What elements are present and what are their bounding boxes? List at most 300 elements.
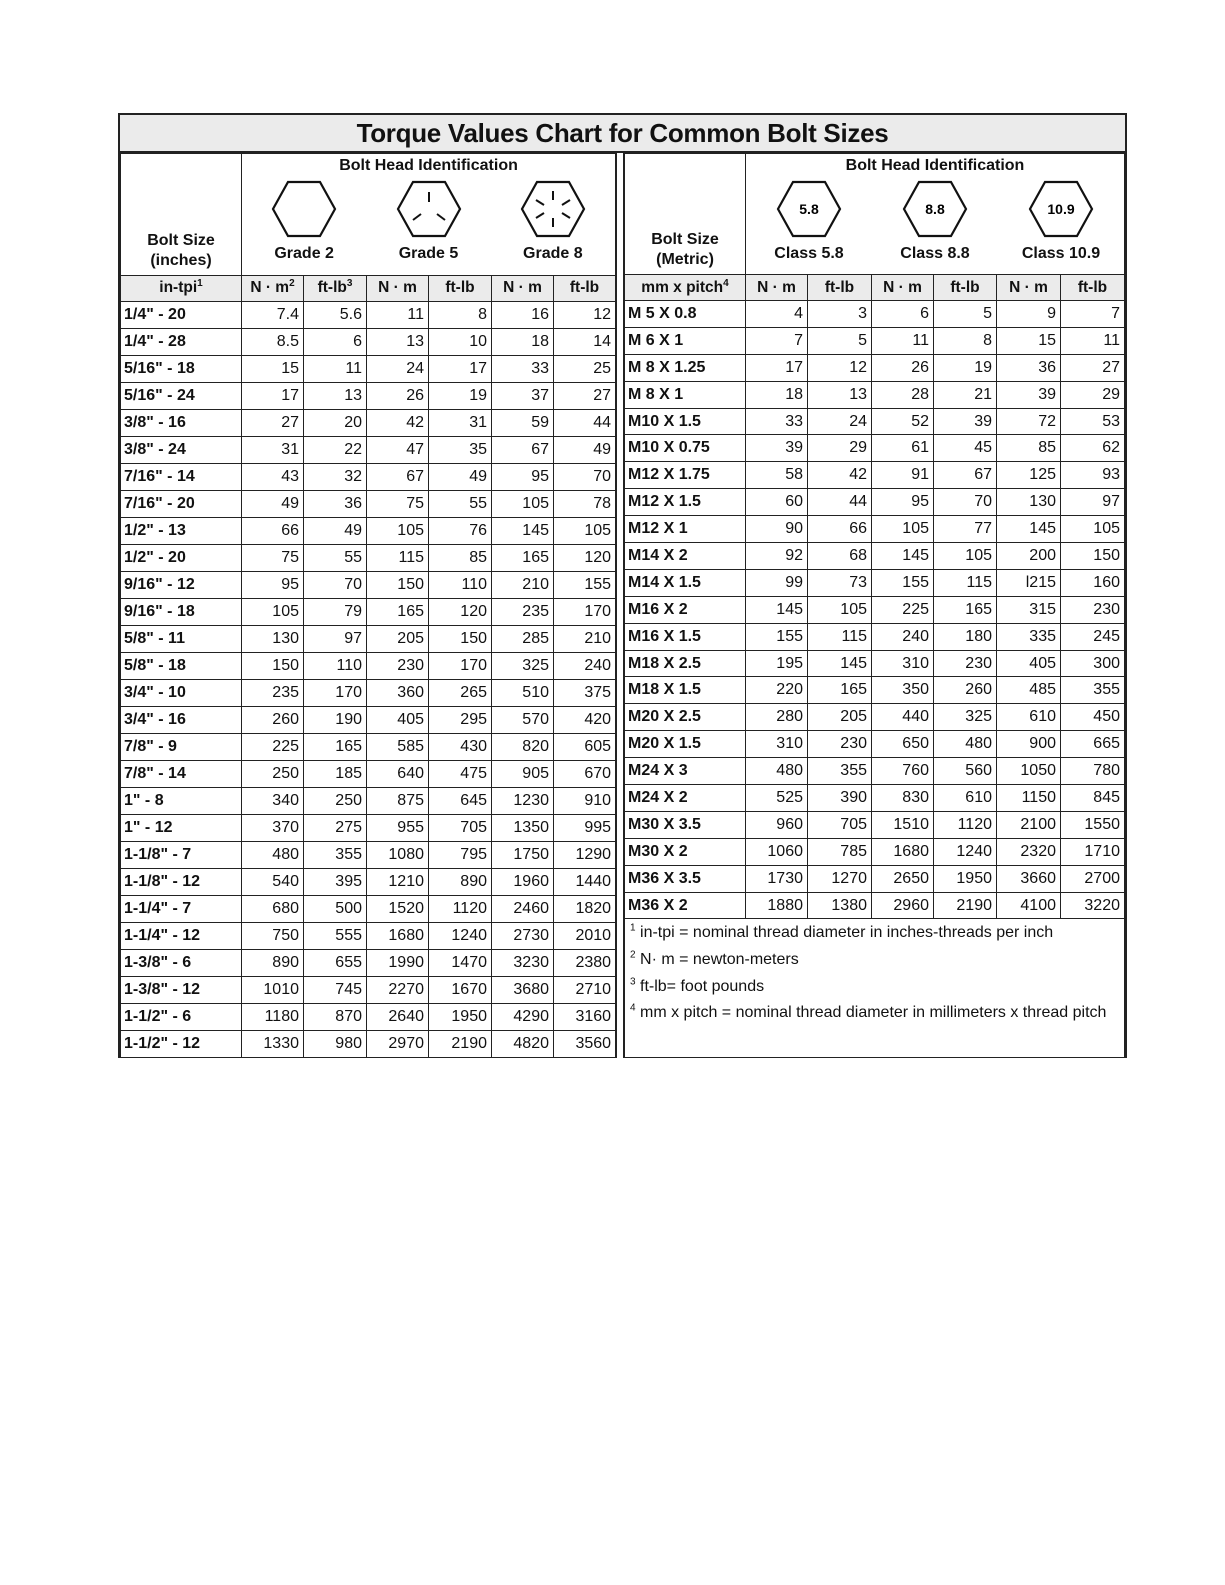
metric-value-cell: 145	[997, 516, 1061, 543]
inch-value-cell: 165	[492, 544, 554, 571]
inch-value-cell: 225	[242, 733, 304, 760]
inch-row	[121, 761, 616, 788]
footnote-4: $^4$ mm x pitch = nominal thread diameter in millimeters x thread pitch	[630, 1002, 1107, 1022]
metric-value-cell: 705	[808, 811, 872, 838]
inch-units-row	[121, 275, 616, 301]
metric-value-cell: 53	[1061, 408, 1125, 435]
inch-value-cell: 265	[429, 679, 492, 706]
inch-value-cell: 640	[367, 761, 429, 788]
metric-bolt-size-cell: M 8 X 1	[625, 381, 746, 408]
inch-value-cell: 43	[242, 463, 304, 490]
inch-value-cell: 1120	[429, 896, 492, 923]
torque-chart	[118, 113, 1127, 1058]
inch-value-cell: 1440	[554, 869, 616, 896]
inch-row	[121, 869, 616, 896]
metric-row	[625, 650, 1125, 677]
inch-value-cell: 10	[429, 328, 492, 355]
inch-bolt-size-cell: 1-3/8" - 12	[121, 977, 242, 1004]
metric-value-cell: 1120	[934, 811, 997, 838]
inch-value-cell: 475	[429, 761, 492, 788]
inch-value-cell: 15	[242, 355, 304, 382]
inch-row	[121, 544, 616, 571]
inch-value-cell: 49	[554, 436, 616, 463]
metric-value-cell: 450	[1061, 704, 1125, 731]
grade-2-hex-icon	[271, 180, 337, 238]
footnote-2: $^2$ N· m = newton-meters	[630, 949, 799, 969]
metric-value-cell: 405	[997, 650, 1061, 677]
metric-value-cell: 61	[872, 435, 934, 462]
metric-bolt-size-cell: M18 X 2.5	[625, 650, 746, 677]
metric-row	[625, 704, 1125, 731]
inch-value-cell: 150	[429, 625, 492, 652]
inch-row	[121, 706, 616, 733]
inch-table	[120, 153, 616, 1058]
inch-value-cell: 210	[554, 625, 616, 652]
metric-row	[625, 408, 1125, 435]
metric-value-cell: 105	[872, 516, 934, 543]
inch-value-cell: 165	[367, 598, 429, 625]
metric-value-cell: 165	[808, 677, 872, 704]
metric-value-cell: 36	[997, 354, 1061, 381]
inch-value-cell: 570	[492, 706, 554, 733]
inch-value-cell: 875	[367, 788, 429, 815]
inch-value-cell: 8	[429, 301, 492, 328]
inch-value-cell: 295	[429, 706, 492, 733]
inch-value-cell: 67	[367, 463, 429, 490]
inch-value-cell: 85	[429, 544, 492, 571]
metric-value-cell: 27	[1061, 354, 1125, 381]
inch-row	[121, 842, 616, 869]
metric-value-cell: 900	[997, 731, 1061, 758]
inch-bolt-size-cell: 1/4" - 20	[121, 301, 242, 328]
inch-row	[121, 571, 616, 598]
metric-bolt-size-cell: M20 X 2.5	[625, 704, 746, 731]
metric-value-cell: 105	[808, 596, 872, 623]
metric-value-cell: 5	[934, 301, 997, 328]
inch-value-cell: 2460	[492, 896, 554, 923]
inch-value-cell: 360	[367, 679, 429, 706]
inch-bolt-size-cell: 1/4" - 28	[121, 328, 242, 355]
metric-bolt-size-header	[625, 154, 746, 275]
metric-value-cell: 39	[997, 381, 1061, 408]
inch-value-cell: 190	[304, 706, 367, 733]
inch-value-cell: 890	[242, 950, 304, 977]
inch-value-cell: 26	[367, 382, 429, 409]
metric-bolt-size-cell: M10 X 1.5	[625, 408, 746, 435]
metric-value-cell: 760	[872, 758, 934, 785]
class-8-8-nm-header: N · m	[872, 275, 934, 301]
metric-value-cell: 58	[746, 462, 808, 489]
metric-value-cell: 11	[872, 327, 934, 354]
inch-value-cell: 500	[304, 896, 367, 923]
grade-8-ftlb-header: ft-lb	[554, 275, 616, 301]
inch-value-cell: 555	[304, 923, 367, 950]
grade-5-nm-header: N · m	[367, 275, 429, 301]
metric-row	[625, 811, 1125, 838]
class-5-8	[747, 180, 872, 262]
metric-bolt-size-cell: M30 X 3.5	[625, 811, 746, 838]
inch-row	[121, 625, 616, 652]
inch-value-cell: 2710	[554, 977, 616, 1004]
inch-value-cell: 75	[367, 490, 429, 517]
metric-value-cell: 44	[808, 489, 872, 516]
inch-value-cell: 1330	[242, 1031, 304, 1058]
inch-bolt-size-cell: 9/16" - 18	[121, 598, 242, 625]
inch-value-cell: 11	[367, 301, 429, 328]
inch-value-cell: 405	[367, 706, 429, 733]
inch-value-cell: 20	[304, 409, 367, 436]
bolt-size-unit: (inches)	[150, 251, 212, 269]
class-8-8-mark: 8.8	[925, 201, 945, 217]
class-10-9-hex-icon	[1028, 180, 1094, 238]
metric-bolt-size-cell: M16 X 2	[625, 596, 746, 623]
metric-value-cell: 160	[1061, 569, 1125, 596]
metric-value-cell: 4	[746, 301, 808, 328]
inch-bolt-size-cell: 5/8" - 18	[121, 652, 242, 679]
inch-row	[121, 896, 616, 923]
metric-value-cell: 99	[746, 569, 808, 596]
inch-value-cell: 97	[304, 625, 367, 652]
metric-value-cell: 3	[808, 301, 872, 328]
chart-title: Torque Values Chart for Common Bolt Sizes	[118, 113, 1127, 153]
metric-value-cell: 2190	[934, 892, 997, 919]
inch-value-cell: 1350	[492, 815, 554, 842]
metric-value-cell: 77	[934, 516, 997, 543]
grade-5-label: Grade 5	[398, 245, 459, 262]
metric-value-cell: 21	[934, 381, 997, 408]
inch-row	[121, 1004, 616, 1031]
inch-value-cell: 13	[367, 328, 429, 355]
inch-value-cell: 76	[429, 517, 492, 544]
table-separator	[616, 153, 624, 1058]
metric-value-cell: 8	[934, 327, 997, 354]
inch-value-cell: 260	[242, 706, 304, 733]
inch-row	[121, 679, 616, 706]
in-tpi-header: in-tpi$^1$	[121, 275, 242, 301]
inch-value-cell: 59	[492, 409, 554, 436]
inch-value-cell: 1950	[429, 1004, 492, 1031]
metric-value-cell: 29	[1061, 381, 1125, 408]
metric-value-cell: 145	[808, 650, 872, 677]
inch-value-cell: 11	[304, 355, 367, 382]
metric-bolt-size-cell: M18 X 1.5	[625, 677, 746, 704]
inch-value-cell: 42	[367, 409, 429, 436]
metric-bolt-size-label: Bolt Size	[651, 231, 719, 248]
inch-value-cell: 510	[492, 679, 554, 706]
inch-value-cell: 210	[492, 571, 554, 598]
inch-row	[121, 409, 616, 436]
metric-value-cell: 93	[1061, 462, 1125, 489]
inch-value-cell: 12	[554, 301, 616, 328]
inch-bolt-size-cell: 7/8" - 14	[121, 761, 242, 788]
inch-value-cell: 1680	[367, 923, 429, 950]
metric-bolt-size-cell: M 6 X 1	[625, 327, 746, 354]
inch-value-cell: 18	[492, 328, 554, 355]
metric-value-cell: 785	[808, 838, 872, 865]
metric-row	[625, 462, 1125, 489]
footnotes	[625, 919, 1125, 1058]
metric-value-cell: 68	[808, 543, 872, 570]
metric-value-cell: 1240	[934, 838, 997, 865]
metric-value-cell: 355	[808, 758, 872, 785]
metric-bolt-size-cell: M12 X 1	[625, 516, 746, 543]
inch-value-cell: 905	[492, 761, 554, 788]
metric-value-cell: 155	[746, 623, 808, 650]
inch-bolt-size-cell: 3/4" - 10	[121, 679, 242, 706]
inch-value-cell: 3560	[554, 1031, 616, 1058]
class-10-9-ftlb-header: ft-lb	[1061, 275, 1125, 301]
inch-value-cell: 44	[554, 409, 616, 436]
metric-row	[625, 677, 1125, 704]
metric-value-cell: 115	[934, 569, 997, 596]
inch-value-cell: 585	[367, 733, 429, 760]
footnote-3: $^3$ ft-lb= foot pounds	[630, 976, 765, 995]
metric-value-cell: 165	[934, 596, 997, 623]
inch-value-cell: 2380	[554, 950, 616, 977]
metric-value-cell: 2100	[997, 811, 1061, 838]
metric-bolt-size-cell: M12 X 1.5	[625, 489, 746, 516]
class-5-8-nm-header: N · m	[746, 275, 808, 301]
inch-value-cell: 1210	[367, 869, 429, 896]
metric-value-cell: 960	[746, 811, 808, 838]
metric-value-cell: l215	[997, 569, 1061, 596]
class-5-8-hex-icon	[776, 180, 842, 238]
inch-row	[121, 652, 616, 679]
metric-value-cell: 145	[872, 543, 934, 570]
class-5-8-ftlb-header: ft-lb	[808, 275, 872, 301]
metric-value-cell: 230	[1061, 596, 1125, 623]
metric-value-cell: 480	[746, 758, 808, 785]
inch-row	[121, 815, 616, 842]
metric-bolt-size-cell: M24 X 3	[625, 758, 746, 785]
inch-bolt-size-cell: 1-3/8" - 6	[121, 950, 242, 977]
inch-value-cell: 370	[242, 815, 304, 842]
inch-bolt-size-cell: 1-1/4" - 7	[121, 896, 242, 923]
metric-value-cell: 220	[746, 677, 808, 704]
inch-value-cell: 1990	[367, 950, 429, 977]
metric-value-cell: 1510	[872, 811, 934, 838]
metric-value-cell: 60	[746, 489, 808, 516]
inch-value-cell: 955	[367, 815, 429, 842]
metric-value-cell: 9	[997, 301, 1061, 328]
metric-value-cell: 18	[746, 381, 808, 408]
inch-value-cell: 27	[242, 409, 304, 436]
metric-row	[625, 301, 1125, 328]
inch-value-cell: 480	[242, 842, 304, 869]
metric-row	[625, 892, 1125, 919]
inch-row	[121, 328, 616, 355]
inch-value-cell: 25	[554, 355, 616, 382]
footnote-1: $^1$ in-tpi = nominal thread diameter in inches-threads per inch	[630, 923, 1054, 942]
inch-bolt-size-cell: 5/8" - 11	[121, 625, 242, 652]
metric-value-cell: 1710	[1061, 838, 1125, 865]
metric-row	[625, 623, 1125, 650]
grade-2-ftlb-header: $ft-lb^3$	[304, 275, 367, 301]
metric-value-cell: 3660	[997, 865, 1061, 892]
metric-value-cell: 130	[997, 489, 1061, 516]
inch-value-cell: 670	[554, 761, 616, 788]
inch-value-cell: 2640	[367, 1004, 429, 1031]
inch-value-cell: 750	[242, 923, 304, 950]
metric-value-cell: 29	[808, 435, 872, 462]
metric-value-cell: 1550	[1061, 811, 1125, 838]
inch-value-cell: 745	[304, 977, 367, 1004]
metric-value-cell: 560	[934, 758, 997, 785]
inch-value-cell: 32	[304, 463, 367, 490]
inch-value-cell: 145	[492, 517, 554, 544]
inch-row	[121, 950, 616, 977]
metric-value-cell: 245	[1061, 623, 1125, 650]
inch-value-cell: 170	[429, 652, 492, 679]
inch-value-cell: 540	[242, 869, 304, 896]
metric-value-cell: 39	[934, 408, 997, 435]
inch-value-cell: 105	[242, 598, 304, 625]
metric-value-cell: 26	[872, 354, 934, 381]
metric-value-cell: 845	[1061, 785, 1125, 812]
metric-bolt-size-cell: M 8 X 1.25	[625, 354, 746, 381]
inch-value-cell: 240	[554, 652, 616, 679]
inch-value-cell: 230	[367, 652, 429, 679]
metric-value-cell: 280	[746, 704, 808, 731]
inch-value-cell: 3160	[554, 1004, 616, 1031]
metric-value-cell: 105	[1061, 516, 1125, 543]
mm-pitch-header: mm x pitch$^4$	[625, 275, 746, 301]
inch-value-cell: 6	[304, 328, 367, 355]
inch-value-cell: 36	[304, 490, 367, 517]
inch-value-cell: 705	[429, 815, 492, 842]
inch-bolt-size-cell: 1/2" - 20	[121, 544, 242, 571]
inch-bolt-size-cell: 1-1/2" - 12	[121, 1031, 242, 1058]
metric-value-cell: 155	[872, 569, 934, 596]
metric-value-cell: 7	[746, 327, 808, 354]
grade-8-label: Grade 8	[523, 245, 583, 262]
grade-5-ftlb-header: ft-lb	[429, 275, 492, 301]
inch-bolt-size-cell: 1/2" - 13	[121, 517, 242, 544]
inch-value-cell: 155	[554, 571, 616, 598]
metric-row	[625, 327, 1125, 354]
inch-value-cell: 2010	[554, 923, 616, 950]
class-5-8-label: Class 5.8	[774, 245, 844, 262]
inch-value-cell: 1080	[367, 842, 429, 869]
inch-value-cell: 110	[304, 652, 367, 679]
metric-bolt-size-cell: M36 X 2	[625, 892, 746, 919]
metric-row	[625, 354, 1125, 381]
inch-bolt-size-cell: 7/16" - 14	[121, 463, 242, 490]
inch-value-cell: 235	[492, 598, 554, 625]
inch-bolt-size-cell: 7/16" - 20	[121, 490, 242, 517]
inch-value-cell: 605	[554, 733, 616, 760]
inch-value-cell: 1750	[492, 842, 554, 869]
inch-bolt-size-cell: 3/4" - 16	[121, 706, 242, 733]
inch-value-cell: 95	[492, 463, 554, 490]
metric-value-cell: 1060	[746, 838, 808, 865]
metric-bolt-size-cell: M 5 X 0.8	[625, 301, 746, 328]
metric-value-cell: 11	[1061, 327, 1125, 354]
metric-value-cell: 310	[746, 731, 808, 758]
class-10-9	[999, 180, 1124, 262]
metric-value-cell: 39	[746, 435, 808, 462]
inch-value-cell: 4820	[492, 1031, 554, 1058]
metric-bolt-size-unit: (Metric)	[656, 251, 714, 268]
inch-row	[121, 598, 616, 625]
inch-value-cell: 24	[367, 355, 429, 382]
inch-value-cell: 395	[304, 869, 367, 896]
metric-value-cell: 650	[872, 731, 934, 758]
inch-value-cell: 105	[492, 490, 554, 517]
inch-value-cell: 49	[304, 517, 367, 544]
inch-value-cell: 22	[304, 436, 367, 463]
metric-bolt-size-cell: M30 X 2	[625, 838, 746, 865]
metric-value-cell: 1730	[746, 865, 808, 892]
metric-value-cell: 230	[808, 731, 872, 758]
inch-bolt-size-cell: 1-1/4" - 12	[121, 923, 242, 950]
inch-value-cell: 170	[304, 679, 367, 706]
metric-value-cell: 225	[872, 596, 934, 623]
metric-bolt-size-cell: M36 X 3.5	[625, 865, 746, 892]
metric-value-cell: 610	[934, 785, 997, 812]
inch-value-cell: 120	[554, 544, 616, 571]
metric-value-cell: 390	[808, 785, 872, 812]
grade-5	[367, 180, 490, 262]
inch-value-cell: 75	[242, 544, 304, 571]
inch-value-cell: 2730	[492, 923, 554, 950]
metric-table	[624, 153, 1125, 1058]
inch-value-cell: 680	[242, 896, 304, 923]
inch-value-cell: 49	[242, 490, 304, 517]
metric-row	[625, 596, 1125, 623]
inch-value-cell: 150	[367, 571, 429, 598]
grade-2-nm-header: $N \cdot m^2$	[242, 275, 304, 301]
metric-row	[625, 785, 1125, 812]
metric-value-cell: 1380	[808, 892, 872, 919]
metric-value-cell: 310	[872, 650, 934, 677]
metric-value-cell: 72	[997, 408, 1061, 435]
metric-value-cell: 66	[808, 516, 872, 543]
inch-value-cell: 820	[492, 733, 554, 760]
inch-value-cell: 2970	[367, 1031, 429, 1058]
metric-value-cell: 19	[934, 354, 997, 381]
inch-value-cell: 27	[554, 382, 616, 409]
inch-value-cell: 49	[429, 463, 492, 490]
metric-bolt-size-cell: M24 X 2	[625, 785, 746, 812]
metric-value-cell: 4100	[997, 892, 1061, 919]
inch-bolt-size-cell: 5/16" - 18	[121, 355, 242, 382]
inch-value-cell: 7.4	[242, 301, 304, 328]
metric-value-cell: 95	[872, 489, 934, 516]
metric-value-cell: 45	[934, 435, 997, 462]
inch-value-cell: 250	[242, 761, 304, 788]
inch-value-cell: 47	[367, 436, 429, 463]
metric-row	[625, 381, 1125, 408]
bolt-size-label: Bolt Size	[147, 231, 215, 249]
metric-value-cell: 610	[997, 704, 1061, 731]
grade-2	[243, 180, 366, 262]
metric-value-cell: 440	[872, 704, 934, 731]
inch-value-cell: 31	[429, 409, 492, 436]
metric-value-cell: 33	[746, 408, 808, 435]
metric-value-cell: 230	[934, 650, 997, 677]
metric-value-cell: 1050	[997, 758, 1061, 785]
metric-row	[625, 758, 1125, 785]
metric-value-cell: 315	[997, 596, 1061, 623]
metric-value-cell: 2320	[997, 838, 1061, 865]
inch-bolt-size-cell: 5/16" - 24	[121, 382, 242, 409]
metric-value-cell: 180	[934, 623, 997, 650]
inch-value-cell: 105	[367, 517, 429, 544]
metric-row	[625, 731, 1125, 758]
metric-units-row	[625, 275, 1125, 301]
inch-row	[121, 355, 616, 382]
